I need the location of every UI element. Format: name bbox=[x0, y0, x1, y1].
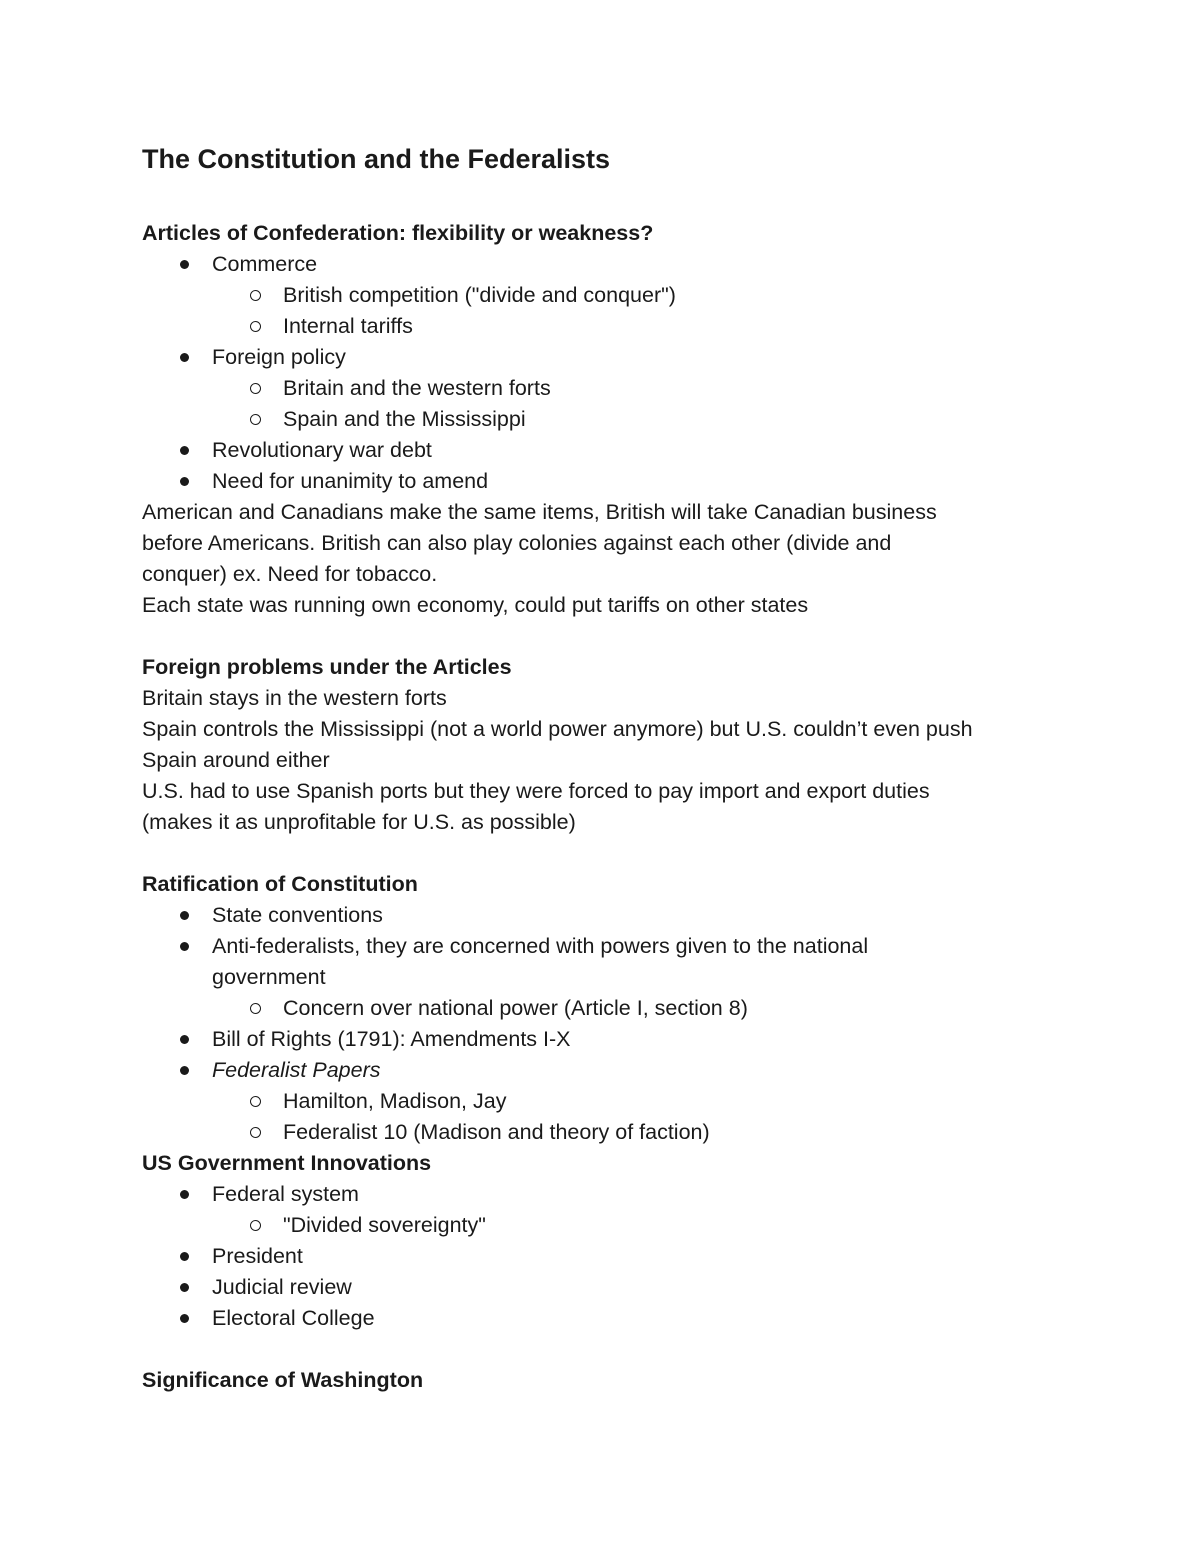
sub-bullet-item bbox=[142, 373, 1082, 404]
hollow-bullet-icon bbox=[250, 1220, 261, 1231]
sub-bullet-text: Concern over national power (Article I, section 8) bbox=[283, 996, 748, 1020]
filled-bullet-icon bbox=[180, 1035, 189, 1044]
sub-bullet-text: Federalist 10 (Madison and theory of faction) bbox=[283, 1120, 710, 1144]
bullet-text: Federalist Papers bbox=[212, 1058, 381, 1082]
sub-bullet-text: British competition ("divide and conquer") bbox=[283, 283, 676, 307]
filled-bullet-icon bbox=[180, 477, 189, 486]
bullet-item bbox=[142, 1241, 1082, 1272]
bullet-item bbox=[142, 931, 1082, 962]
sub-bullet-text: Spain and the Mississippi bbox=[283, 407, 526, 431]
filled-bullet-icon bbox=[180, 942, 189, 951]
section-heading-innovations: US Government Innovations bbox=[142, 1151, 432, 1175]
bullet-item bbox=[142, 1055, 1082, 1086]
sub-bullet-item bbox=[142, 280, 1082, 311]
bullet-text: State conventions bbox=[212, 903, 383, 927]
sub-bullet-text: Britain and the western forts bbox=[283, 376, 551, 400]
bullet-text: Commerce bbox=[212, 252, 318, 276]
bullet-item bbox=[142, 435, 1082, 466]
sub-bullet-text: "Divided sovereignty" bbox=[283, 1213, 486, 1237]
document-page bbox=[142, 140, 1082, 1396]
filled-bullet-icon bbox=[180, 353, 189, 362]
paragraph-line: Britain stays in the western forts bbox=[142, 686, 447, 710]
spacer bbox=[142, 621, 1082, 652]
paragraph-line: Spain around either bbox=[142, 748, 330, 772]
hollow-bullet-icon bbox=[250, 1003, 261, 1014]
bullet-continuation bbox=[142, 962, 1082, 993]
bullet-item bbox=[142, 1303, 1082, 1334]
paragraph-line: Each state was running own economy, could put tariffs on other states bbox=[142, 593, 809, 617]
sub-bullet-item bbox=[142, 993, 1082, 1024]
filled-bullet-icon bbox=[180, 1252, 189, 1261]
bullet-item bbox=[142, 1272, 1082, 1303]
sub-bullet-item bbox=[142, 1210, 1082, 1241]
paragraph-line: Spain controls the Mississippi (not a world power anymore) but U.S. couldn’t even push bbox=[142, 717, 973, 741]
section-heading-articles: Articles of Confederation: flexibility or weakness? bbox=[142, 221, 654, 245]
hollow-bullet-icon bbox=[250, 290, 261, 301]
bullet-text: Judicial review bbox=[212, 1275, 352, 1299]
sub-bullet-text: Internal tariffs bbox=[283, 314, 413, 338]
section-heading-ratification: Ratification of Constitution bbox=[142, 872, 418, 896]
paragraph-line: conquer) ex. Need for tobacco. bbox=[142, 562, 438, 586]
paragraph-line: before Americans. British can also play colonies against each other (divide and bbox=[142, 531, 892, 555]
hollow-bullet-icon bbox=[250, 383, 261, 394]
filled-bullet-icon bbox=[180, 1066, 189, 1075]
filled-bullet-icon bbox=[180, 260, 189, 269]
filled-bullet-icon bbox=[180, 446, 189, 455]
paragraph-line: American and Canadians make the same items, British will take Canadian business bbox=[142, 500, 937, 524]
sub-bullet-text: Hamilton, Madison, Jay bbox=[283, 1089, 507, 1113]
bullet-text: Foreign policy bbox=[212, 345, 346, 369]
spacer bbox=[142, 1334, 1082, 1365]
bullet-item bbox=[142, 342, 1082, 373]
filled-bullet-icon bbox=[180, 911, 189, 920]
sub-bullet-item bbox=[142, 404, 1082, 435]
bullet-item bbox=[142, 1179, 1082, 1210]
document-title: The Constitution and the Federalists bbox=[142, 144, 611, 174]
filled-bullet-icon bbox=[180, 1314, 189, 1323]
spacer bbox=[142, 838, 1082, 869]
filled-bullet-icon bbox=[180, 1190, 189, 1199]
bullet-text: Anti-federalists, they are concerned with powers given to the national bbox=[212, 934, 869, 958]
hollow-bullet-icon bbox=[250, 414, 261, 425]
section-heading-washington: Significance of Washington bbox=[142, 1368, 424, 1392]
bullet-text: Electoral College bbox=[212, 1306, 375, 1330]
bullet-text: government bbox=[212, 965, 326, 989]
bullet-text: Need for unanimity to amend bbox=[212, 469, 489, 493]
sub-bullet-item bbox=[142, 1086, 1082, 1117]
bullet-text: Revolutionary war debt bbox=[212, 438, 432, 462]
hollow-bullet-icon bbox=[250, 1096, 261, 1107]
hollow-bullet-icon bbox=[250, 321, 261, 332]
bullet-item bbox=[142, 249, 1082, 280]
bullet-text: Federal system bbox=[212, 1182, 359, 1206]
sub-bullet-item bbox=[142, 1117, 1082, 1148]
section-heading-foreign-problems: Foreign problems under the Articles bbox=[142, 655, 512, 679]
sub-bullet-item bbox=[142, 311, 1082, 342]
paragraph-line: (makes it as unprofitable for U.S. as possible) bbox=[142, 810, 576, 834]
hollow-bullet-icon bbox=[250, 1127, 261, 1138]
paragraph-line: U.S. had to use Spanish ports but they were forced to pay import and export duties bbox=[142, 779, 930, 803]
bullet-text: Bill of Rights (1791): Amendments I-X bbox=[212, 1027, 571, 1051]
bullet-item bbox=[142, 900, 1082, 931]
bullet-item bbox=[142, 466, 1082, 497]
filled-bullet-icon bbox=[180, 1283, 189, 1292]
bullet-text: President bbox=[212, 1244, 303, 1268]
bullet-item bbox=[142, 1024, 1082, 1055]
